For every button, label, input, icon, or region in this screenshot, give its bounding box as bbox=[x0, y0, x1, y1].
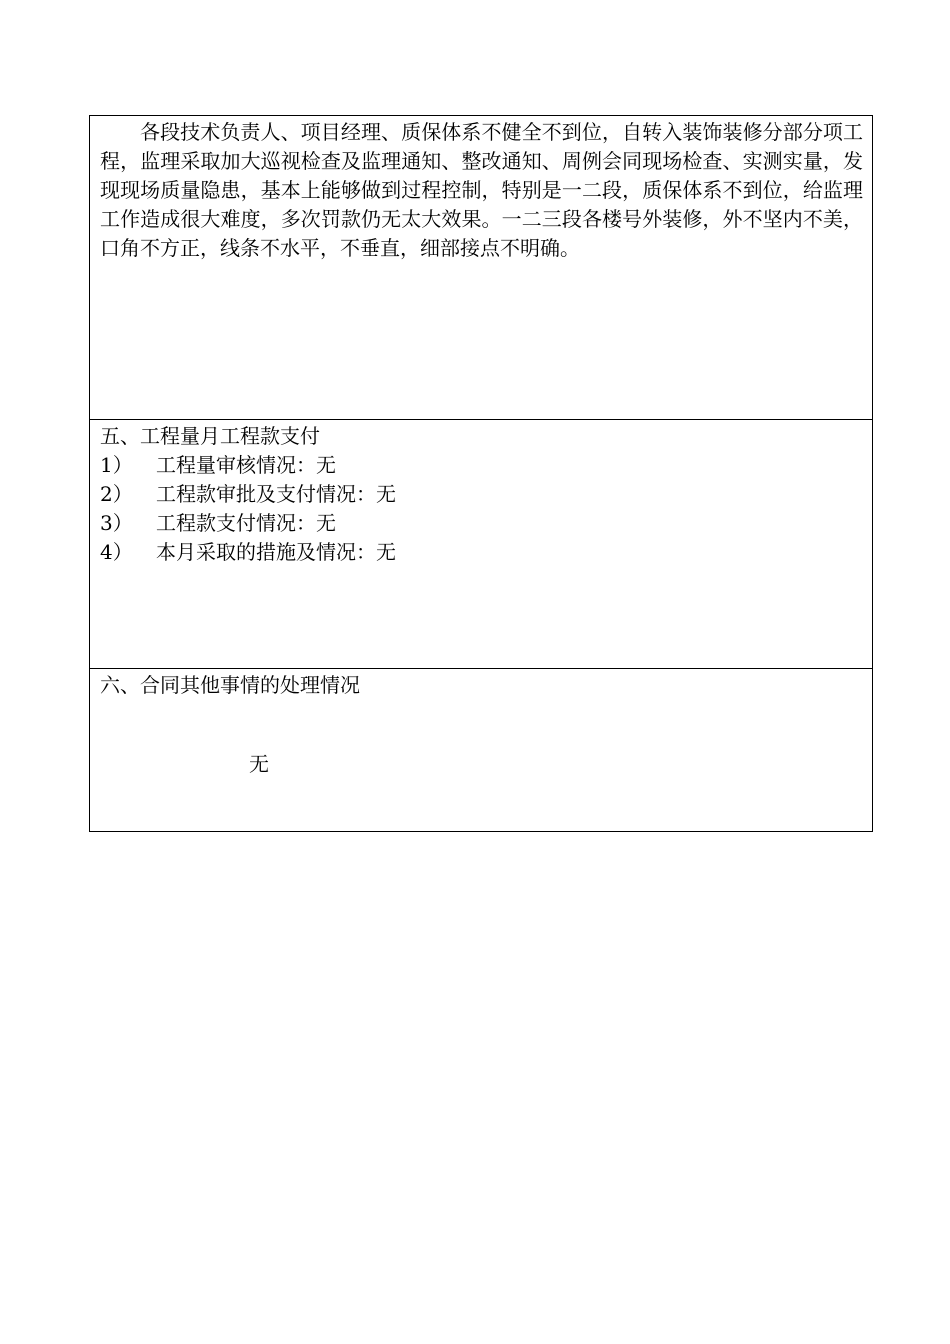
list-item-number: 4） bbox=[100, 540, 133, 564]
list-item bbox=[100, 509, 863, 538]
quality-cell bbox=[90, 116, 873, 420]
list-item bbox=[100, 451, 863, 480]
list-item-text: 本月采取的措施及情况：无 bbox=[156, 540, 396, 564]
report-table bbox=[89, 115, 873, 832]
contract-section-title: 六、合同其他事情的处理情况 bbox=[100, 673, 360, 697]
list-item-number: 3） bbox=[100, 511, 133, 535]
list-item bbox=[100, 480, 863, 509]
list-item bbox=[100, 538, 863, 567]
contract-row bbox=[90, 669, 873, 832]
list-item-text: 工程款审批及支付情况：无 bbox=[156, 482, 396, 506]
list-item-text: 工程款支付情况：无 bbox=[156, 511, 336, 535]
quality-row bbox=[90, 116, 873, 420]
contract-cell bbox=[90, 669, 873, 832]
payment-section-title: 五、工程量月工程款支付 bbox=[100, 424, 320, 448]
payment-cell bbox=[90, 420, 873, 669]
list-item-number: 1） bbox=[100, 453, 133, 477]
list-item-text: 工程量审核情况：无 bbox=[156, 453, 336, 477]
quality-paragraph: 各段技术负责人、项目经理、质保体系不健全不到位，自转入装饰装修分部分项工程，监理采取加大巡视检查及监理通知、整改通知、周例会同现场检查、实测实量，发现现场质量隐患，基本上能够做到过程控制，特别是一二段，质保体系不到位，给监理工作造成很大难度，多次罚款仍无太大效果。一二三段各楼号外装修，外不坚内不美，口角不方正，线条不水平，不垂直，细部接点不明确。 bbox=[100, 120, 863, 260]
payment-row bbox=[90, 420, 873, 669]
contract-content: 无 bbox=[249, 752, 269, 776]
payment-list bbox=[100, 451, 863, 567]
list-item-number: 2） bbox=[100, 482, 133, 506]
